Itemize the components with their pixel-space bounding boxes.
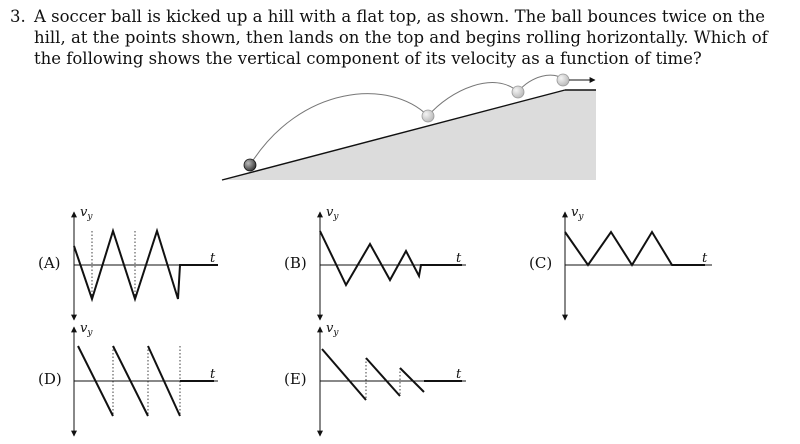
- question-number: 3.: [10, 7, 26, 26]
- option-e-label: (E): [284, 370, 307, 388]
- t-label: t: [210, 251, 216, 266]
- t-label: t: [456, 251, 462, 266]
- vy-label: $v_y$: [80, 321, 93, 338]
- option-d[interactable]: [38, 321, 218, 436]
- option-d-label: (D): [38, 370, 62, 388]
- option-e-segment: [366, 358, 400, 396]
- soccer-ball: [244, 159, 256, 171]
- hill-diagram: [222, 74, 596, 180]
- bounce-ball-1: [422, 110, 434, 122]
- t-label: t: [456, 367, 462, 382]
- bounce-ball-2: [512, 86, 524, 98]
- vy-label: $v_y$: [326, 205, 339, 222]
- option-e-segment: [322, 349, 366, 400]
- option-a[interactable]: [38, 205, 218, 320]
- option-b[interactable]: [284, 205, 466, 320]
- hill-shape: [222, 90, 596, 180]
- option-a-label: (A): [38, 254, 61, 272]
- option-b-curve: [320, 231, 462, 285]
- option-c-label: (C): [529, 254, 553, 272]
- option-b-label: (B): [284, 254, 307, 272]
- t-label: t: [210, 367, 216, 382]
- vy-label: $v_y$: [326, 321, 339, 338]
- t-label: t: [702, 251, 708, 266]
- vy-label: $v_y$: [80, 205, 93, 222]
- option-c[interactable]: [529, 205, 712, 320]
- option-e-segment: [400, 368, 424, 392]
- landing-ball: [557, 74, 569, 86]
- option-c-curve: [565, 232, 705, 265]
- question-text: A soccer ball is kicked up a hill with a flat top, as shown. The ball bounces twice on the hill, at the points shown, then lands on the top and begins rolling horizontally. Which of the following shows the vertical component of its velocity as a function of time?: [34, 7, 768, 68]
- vy-label: $v_y$: [571, 205, 584, 222]
- option-e[interactable]: [284, 321, 466, 436]
